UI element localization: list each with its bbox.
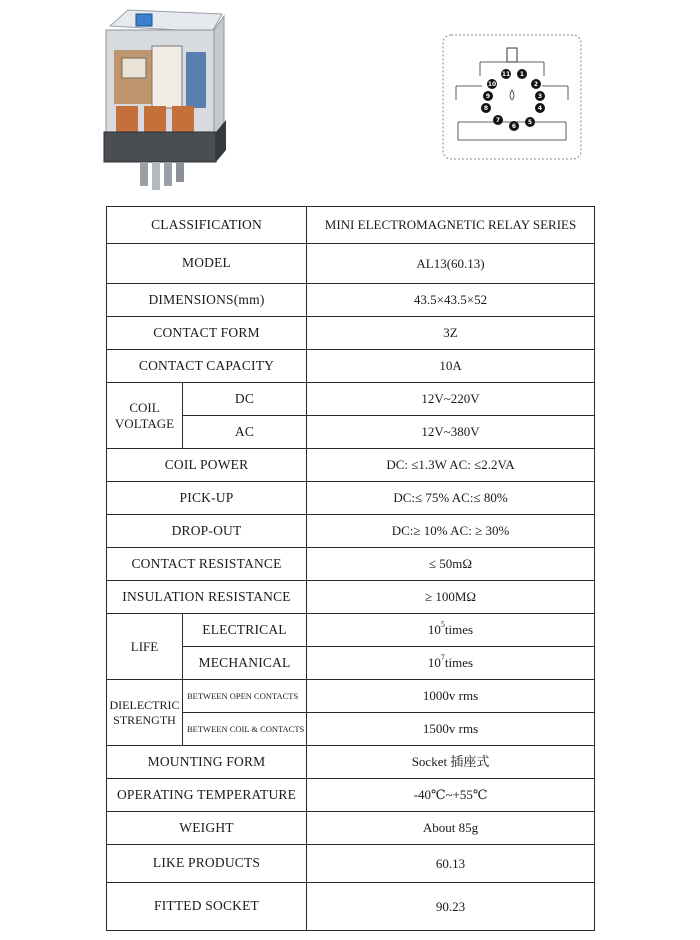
life-electrical-unit: times — [444, 622, 474, 638]
dielectric-label-line2: STRENGTH — [113, 712, 176, 727]
table-row — [107, 244, 595, 284]
table-row — [107, 581, 595, 614]
pin-label: 8 — [483, 105, 489, 112]
wiring-diagram — [442, 34, 582, 160]
life-mechanical-base: 10 — [427, 655, 441, 671]
spec-table — [106, 206, 595, 931]
table-row — [107, 449, 595, 482]
dimensions-value: 43.5×43.5×52 — [307, 284, 595, 317]
coil-power-value: DC: ≤1.3W AC: ≤2.2VA — [307, 449, 595, 482]
pin-label: 7 — [495, 117, 501, 124]
dielectric-coil-label: BETWEEN COIL & CONTACTS — [183, 713, 307, 746]
table-row — [107, 614, 595, 647]
coil-voltage-label — [107, 383, 183, 449]
operating-temperature-value: -40℃~+55℃ — [307, 779, 595, 812]
pin-label: 2 — [533, 81, 539, 88]
pick-up-value: DC:≤ 75% AC:≤ 80% — [307, 482, 595, 515]
table-row — [107, 812, 595, 845]
dielectric-strength-label — [107, 680, 183, 746]
coil-voltage-label-line2: VOLTAGE — [114, 415, 175, 431]
table-row — [107, 845, 595, 883]
classification-label: CLASSIFICATION — [107, 207, 307, 244]
coil-voltage-label-line1: COIL — [129, 399, 160, 415]
pin-label: 10 — [487, 81, 497, 88]
pin-label: 6 — [511, 123, 517, 130]
like-products-value: 60.13 — [307, 845, 595, 883]
pin-label: 4 — [537, 105, 543, 112]
weight-value: About 85g — [307, 812, 595, 845]
table-row — [107, 680, 595, 713]
table-row — [107, 383, 595, 416]
model-value: AL13(60.13) — [307, 244, 595, 284]
life-mechanical-label: MECHANICAL — [183, 647, 307, 680]
life-label: LIFE — [107, 614, 183, 680]
dielectric-coil-value: 1500v rms — [307, 713, 595, 746]
table-row — [107, 515, 595, 548]
contact-resistance-label: CONTACT RESISTANCE — [107, 548, 307, 581]
contact-capacity-value: 10A — [307, 350, 595, 383]
contact-form-label: CONTACT FORM — [107, 317, 307, 350]
operating-temperature-label: OPERATING TEMPERATURE — [107, 779, 307, 812]
insulation-resistance-label: INSULATION RESISTANCE — [107, 581, 307, 614]
table-row — [107, 746, 595, 779]
pin-label: 1 — [519, 71, 525, 78]
model-label: MODEL — [107, 244, 307, 284]
classification-value: MINI ELECTROMAGNETIC RELAY SERIES — [307, 207, 595, 244]
life-mechanical-exponent: 7 — [440, 653, 445, 663]
life-mechanical-value — [307, 647, 595, 680]
table-row — [107, 779, 595, 812]
fitted-socket-label: FITTED SOCKET — [107, 883, 307, 931]
contact-capacity-label: CONTACT CAPACITY — [107, 350, 307, 383]
coil-voltage-dc-label: DC — [183, 383, 307, 416]
dimensions-label: DIMENSIONS(mm) — [107, 284, 307, 317]
insulation-resistance-value: ≥ 100MΩ — [307, 581, 595, 614]
fitted-socket-value: 90.23 — [307, 883, 595, 931]
pin-label: 9 — [485, 93, 491, 100]
table-row — [107, 482, 595, 515]
coil-voltage-dc-value: 12V~220V — [307, 383, 595, 416]
mounting-form-label: MOUNTING FORM — [107, 746, 307, 779]
life-mechanical-unit: times — [444, 655, 474, 671]
dielectric-open-label: BETWEEN OPEN CONTACTS — [183, 680, 307, 713]
pin-label: 3 — [537, 93, 543, 100]
dielectric-label-line1: DIELECTRIC — [109, 698, 180, 713]
life-electrical-base: 10 — [427, 622, 441, 638]
contact-form-value: 3Z — [307, 317, 595, 350]
table-row — [107, 350, 595, 383]
table-row — [107, 317, 595, 350]
dielectric-open-value: 1000v rms — [307, 680, 595, 713]
coil-power-label: COIL POWER — [107, 449, 307, 482]
weight-label: WEIGHT — [107, 812, 307, 845]
drop-out-label: DROP-OUT — [107, 515, 307, 548]
life-electrical-label: ELECTRICAL — [183, 614, 307, 647]
relay-photo — [100, 6, 230, 194]
coil-voltage-ac-label: AC — [183, 416, 307, 449]
mounting-form-value: Socket 插座式 — [307, 746, 595, 779]
table-row — [107, 207, 595, 244]
coil-voltage-ac-value: 12V~380V — [307, 416, 595, 449]
life-electrical-value — [307, 614, 595, 647]
contact-resistance-value: ≤ 50mΩ — [307, 548, 595, 581]
drop-out-value: DC:≥ 10% AC: ≥ 30% — [307, 515, 595, 548]
pin-label: 11 — [501, 71, 511, 78]
table-row — [107, 883, 595, 931]
pick-up-label: PICK-UP — [107, 482, 307, 515]
table-row — [107, 284, 595, 317]
like-products-label: LIKE PRODUCTS — [107, 845, 307, 883]
life-electrical-exponent: 5 — [440, 620, 445, 630]
pin-label: 5 — [527, 119, 533, 126]
table-row — [107, 548, 595, 581]
